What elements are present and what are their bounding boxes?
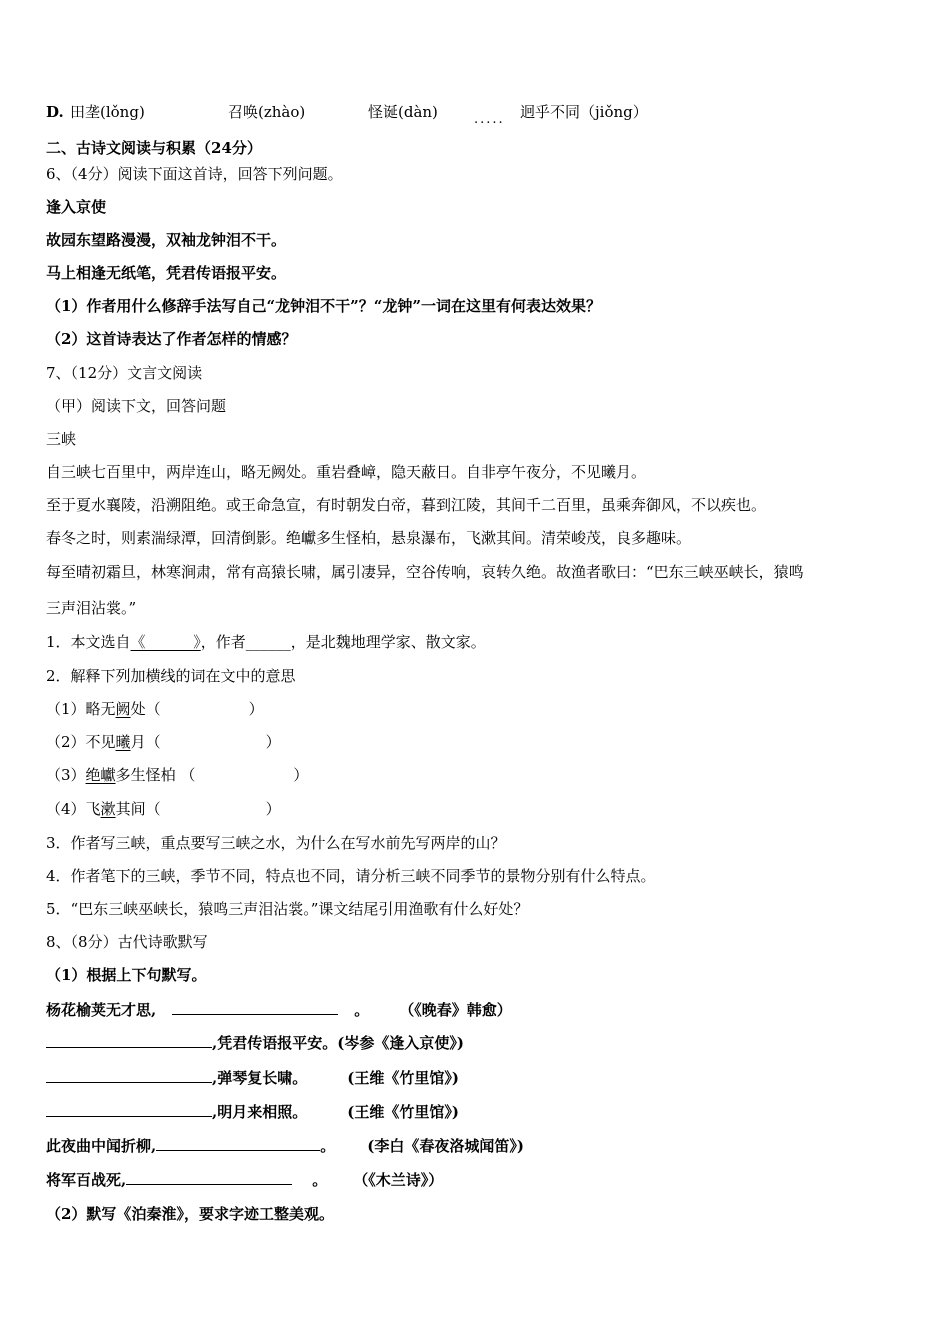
recite-6-post: 。 (312, 1171, 328, 1189)
passage-paragraph-4b: 三声泪沾裳。” (46, 599, 137, 617)
explain-4 (46, 799, 281, 819)
q7-item-4: 4．作者笔下的三峡，季节不同，特点也不同，请分析三峡不同季节的景物分别有什么特点。 (46, 867, 656, 885)
explain-1-post: 处（ (130, 700, 161, 718)
recite-2-blank[interactable] (46, 1032, 212, 1048)
passage-paragraph-3: 春冬之时，则素湍绿潭，回清倒影。绝巘多生怪柏，悬泉瀑布，飞漱其间。清荣峻茂，良多趣味。 (46, 529, 692, 547)
recite-line-5 (46, 1135, 524, 1156)
option-d-label: D. (46, 103, 64, 121)
recite-5-pre: 此夜曲中闻折柳, (46, 1137, 157, 1155)
section-title: 二、古诗文阅读与积累（24分） (46, 139, 262, 157)
recite-2-post: ,凭君传语报平安。(岑参《逢入京使》) (212, 1034, 464, 1052)
explain-3-underlined: 绝巘 (85, 766, 116, 784)
q8-sub-2: （2）默写《泊秦淮》，要求字迹工整美观。 (46, 1205, 334, 1223)
recite-1-blank[interactable] (172, 999, 338, 1015)
recite-line-1 (46, 999, 512, 1020)
passage-paragraph-2: 至于夏水襄陵，沿溯阻绝。或王命急宣，有时朝发白帝，暮到江陵，其间千二百里，虽乘奔御风，不以疾也。 (46, 496, 767, 514)
recite-5-post: 。 (320, 1137, 336, 1155)
q7-part-label: （甲）阅读下文，回答问题 (46, 397, 227, 415)
item1-mid: ，作者 (200, 633, 246, 651)
option-d-word-4: 迥乎不同（jiǒng） (520, 103, 648, 121)
item1-author-blank: ______ (245, 633, 291, 651)
recite-1-pre: 杨花榆荚无才思, (46, 1001, 157, 1019)
recite-3-post: ,弹琴复长啸。 (212, 1069, 308, 1087)
explain-1 (46, 699, 264, 719)
explain-1-close: ） (248, 700, 264, 718)
q6-intro: 6、（4分）阅读下面这首诗，回答下列问题。 (46, 165, 343, 183)
explain-1-underlined: 阙 (115, 700, 131, 718)
recite-line-3 (46, 1067, 459, 1088)
recite-4-blank[interactable] (46, 1101, 212, 1117)
q7-item-1 (46, 632, 486, 652)
explain-2-close: ） (265, 733, 281, 751)
explain-2-pre: （2）不见 (46, 733, 116, 751)
poem-line-1: 故园东望路漫漫，双袖龙钟泪不干。 (46, 231, 287, 249)
explain-2-post: 月（ (130, 733, 161, 751)
q7-item-3: 3．作者写三峡，重点要写三峡之水，为什么在写水前先写两岸的山？ (46, 834, 506, 852)
explain-2 (46, 732, 281, 752)
q8-intro: 8、（8分）古代诗歌默写 (46, 933, 208, 951)
recite-6-blank[interactable] (126, 1169, 292, 1185)
explain-1-pre: （1）略无 (46, 700, 116, 718)
option-d-word-3: 怪诞(dàn) (368, 103, 438, 121)
item1-prefix: 1．本文选自 (46, 633, 131, 651)
explain-3-pre: （3） (46, 766, 86, 784)
recite-line-6 (46, 1169, 443, 1190)
item1-book-blank: 《 》 (130, 633, 201, 651)
item1-suffix: ，是北魏地理学家、散文家。 (290, 633, 486, 651)
explain-4-post: 其间（ (115, 800, 161, 818)
recite-5-blank[interactable] (156, 1135, 320, 1151)
recite-5-source: (李白《春夜洛城闻笛》) (367, 1137, 524, 1155)
q6-sub-question-2: （2）这首诗表达了作者怎样的情感？ (46, 330, 297, 348)
recite-1-post: 。 (354, 1001, 370, 1019)
q7-intro: 7、（12分）文言文阅读 (46, 364, 203, 382)
explain-4-close: ） (265, 800, 281, 818)
explain-2-underlined: 曦 (115, 733, 131, 751)
q8-sub-1: （1）根据上下句默写。 (46, 966, 207, 984)
explain-4-underlined: 漱 (100, 800, 116, 818)
recite-3-blank[interactable] (46, 1067, 212, 1083)
option-d-word-1: 田垄(lǒng) (70, 103, 145, 121)
recite-1-source: （《晚春》韩愈） (399, 1001, 512, 1019)
option-d-word-2: 召唤(zhào) (228, 103, 306, 121)
poem-title: 逢入京使 (46, 198, 107, 216)
recite-line-2 (46, 1032, 464, 1053)
passage-paragraph-4a: 每至晴初霜旦，林寒涧肃，常有高猿长啸，属引凄异，空谷传响，哀转久绝。故渔者歌曰：“巴东三峡巫峡长，猿鸣 (46, 563, 804, 581)
recite-6-source: （《木兰诗》） (353, 1171, 444, 1189)
q6-sub-question-1: （1）作者用什么修辞手法写自己“龙钟泪不干”？“龙钟”一词在这里有何表达效果？ (46, 297, 601, 315)
recite-6-pre: 将军百战死, (46, 1171, 127, 1189)
passage-title: 三峡 (46, 430, 77, 448)
explain-3-post: 多生怪柏 （ (115, 766, 196, 784)
recite-4-source: (王维《竹里馆》) (347, 1103, 459, 1121)
q7-item-5: 5．“巴东三峡巫峡长，猿鸣三声泪沾裳。”课文结尾引用渔歌有什么好处？ (46, 900, 529, 918)
q7-item-2: 2．解释下列加横线的词在文中的意思 (46, 667, 296, 685)
emphasis-dots: ..... (474, 112, 505, 127)
explain-3 (46, 765, 308, 785)
recite-line-4 (46, 1101, 459, 1122)
explain-3-close: ） (293, 766, 309, 784)
passage-paragraph-1: 自三峡七百里中，两岸连山，略无阙处。重岩叠嶂，隐天蔽日。自非亭午夜分，不见曦月。 (46, 463, 647, 481)
recite-3-source: (王维《竹里馆》) (347, 1069, 459, 1087)
poem-line-2: 马上相逢无纸笔，凭君传语报平安。 (46, 264, 287, 282)
explain-4-pre: （4）飞 (46, 800, 101, 818)
recite-4-post: ,明月来相照。 (212, 1103, 308, 1121)
